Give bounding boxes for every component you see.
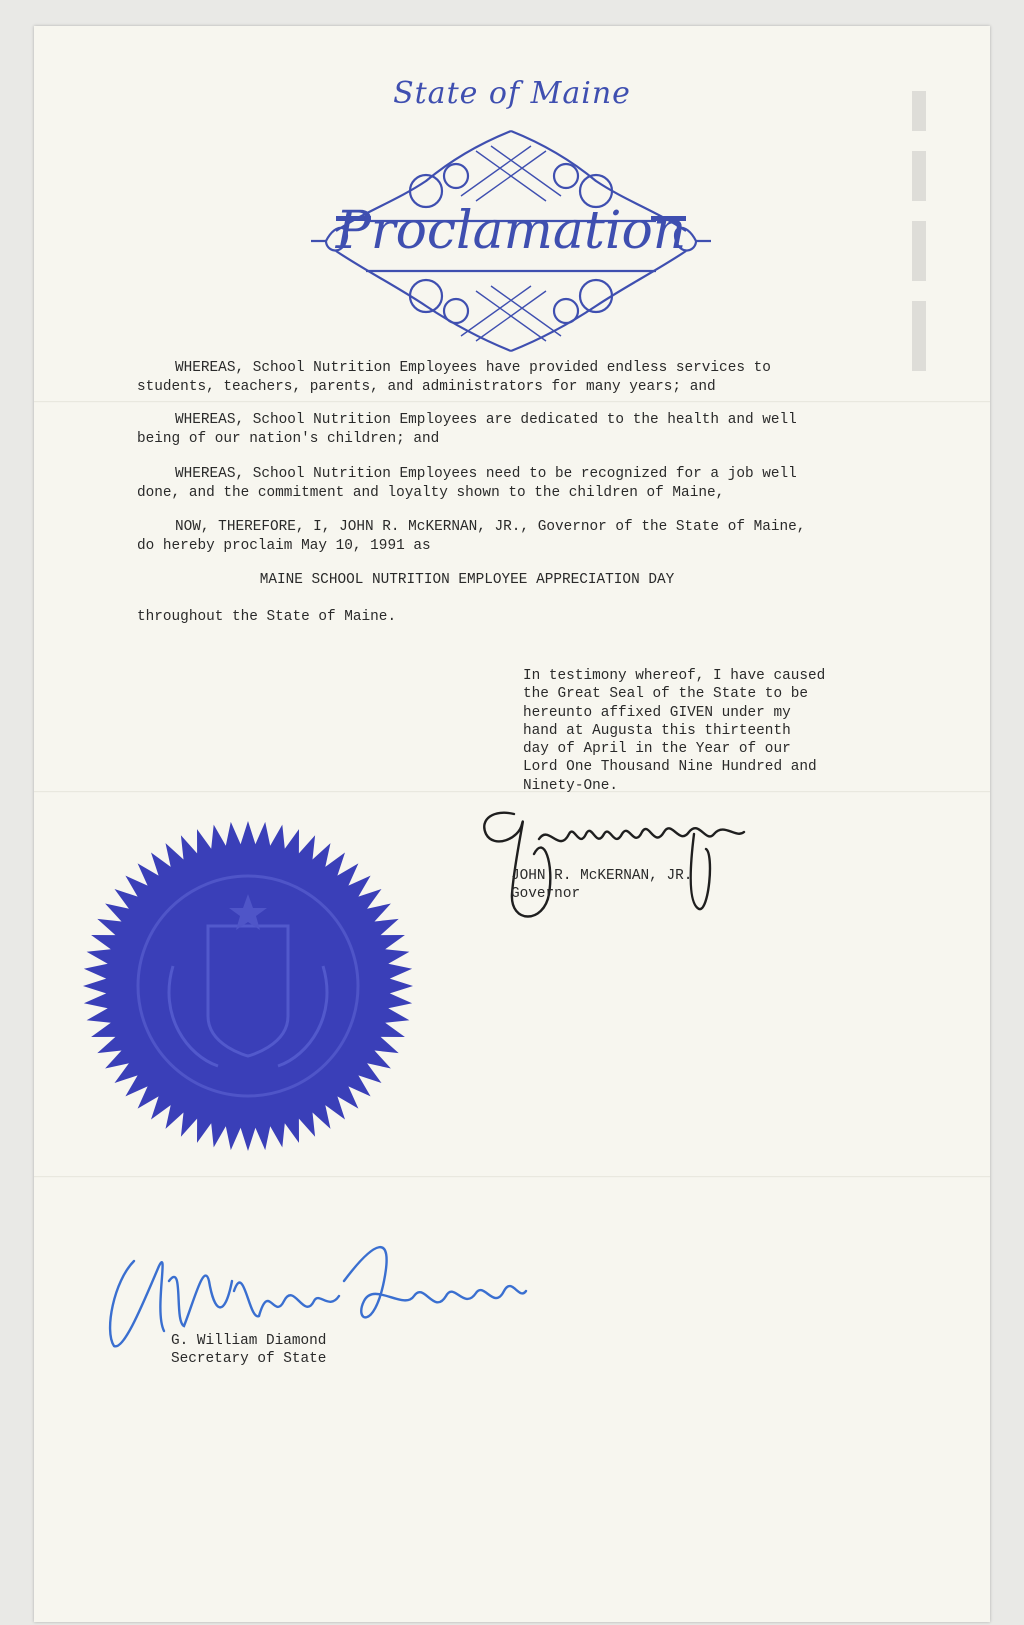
- whereas-paragraph-2: WHEREAS, School Nutrition Employees are dedicated to the health and well being of our nation's children; and: [137, 412, 797, 447]
- paper-fold: [34, 1176, 990, 1178]
- throughout-line: throughout the State of Maine.: [137, 609, 397, 625]
- whereas-paragraph-1: WHEREAS, School Nutrition Employees have provided endless services to students, teachers, parents, and administrators for many years; and: [137, 360, 771, 395]
- testimony-line: In testimony whereof, I have caused: [523, 668, 826, 684]
- testimony-line: hand at Augusta this thirteenth: [523, 722, 791, 739]
- paper-fold: [34, 401, 990, 403]
- secretary-title: Secretary of State: [171, 1351, 327, 1367]
- now-therefore-paragraph: NOW, THEREFORE, I, JOHN R. McKERNAN, JR., Governor of the State of Maine, do hereby proclaim May 10, 1991 as: [137, 519, 806, 554]
- proclaimed-day-title: MAINE SCHOOL NUTRITION EMPLOYEE APPRECIATION DAY: [259, 572, 675, 588]
- proclamation-crest: [306, 121, 716, 361]
- testimony-line: Ninety-One.: [523, 777, 618, 794]
- state-title: State of Maine: [393, 76, 631, 111]
- testimony-line: the Great Seal of the State to be: [523, 686, 808, 703]
- proclamation-title: Proclamation: [335, 201, 687, 261]
- governor-name: JOHN R. McKERNAN, JR.: [511, 868, 693, 884]
- testimony-line: day of April in the Year of our: [523, 741, 791, 758]
- great-seal-of-maine-icon: [78, 816, 418, 1156]
- testimony-line: hereunto affixed GIVEN under my: [523, 704, 791, 721]
- archive-stamp-mark: [900, 81, 940, 381]
- governor-title: Governor: [511, 886, 581, 902]
- testimony-block: [523, 667, 863, 795]
- whereas-paragraph-3: WHEREAS, School Nutrition Employees need to be recognized for a job well done, and the commitment and loyalty shown to the children of Maine,: [137, 466, 797, 501]
- secretary-name: G. William Diamond: [171, 1333, 327, 1349]
- testimony-line: Lord One Thousand Nine Hundred and: [523, 759, 817, 776]
- governor-signature: [474, 794, 774, 934]
- proclamation-document: [34, 26, 990, 1622]
